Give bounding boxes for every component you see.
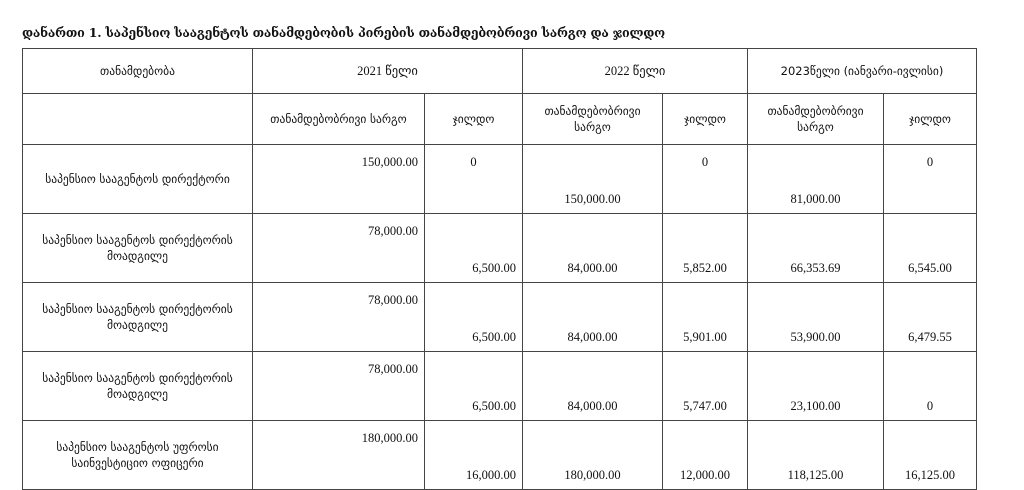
header-year-2022: 2022 წელი — [523, 49, 748, 94]
bonus-2021: 6,500.00 — [425, 214, 523, 283]
salary-2022: 84,000.00 — [523, 214, 663, 283]
salary-2022: 150,000.00 — [523, 145, 663, 214]
salary-2022: 180,000.00 — [523, 421, 663, 490]
bonus-2023: 0 — [884, 352, 977, 421]
row-position: საპენსიო სააგენტოს დირექტორი — [23, 145, 253, 214]
header-salary-2021: თანამდებობრივი სარგო — [253, 94, 425, 145]
bonus-2022: 5,747.00 — [663, 352, 748, 421]
table-caption: დანართი 1. საპენსიო სააგენტოს თანამდებობის პირების თანამდებობრივი სარგო და ჯილდო — [22, 25, 665, 40]
header-bonus-2023: ჯილდო — [884, 94, 977, 145]
salary-2023: 66,353.69 — [748, 214, 884, 283]
bonus-2021: 0 — [425, 145, 523, 214]
bonus-2021: 6,500.00 — [425, 283, 523, 352]
salary-table — [22, 48, 977, 490]
salary-2021: 78,000.00 — [253, 214, 425, 283]
bonus-2023: 6,479.55 — [884, 283, 977, 352]
row-position: საპენსიო სააგენტოს დირექტორის მოადგილე — [23, 214, 253, 283]
salary-2021: 180,000.00 — [253, 421, 425, 490]
salary-2021: 150,000.00 — [253, 145, 425, 214]
bonus-2022: 5,852.00 — [663, 214, 748, 283]
row-position: საპენსიო სააგენტოს უფროსი საინვესტიციო ოფიცერი — [23, 421, 253, 490]
bonus-2021: 16,000.00 — [425, 421, 523, 490]
table-row — [23, 352, 977, 421]
table-row — [23, 214, 977, 283]
bonus-2023: 16,125.00 — [884, 421, 977, 490]
salary-2022: 84,000.00 — [523, 352, 663, 421]
bonus-2022: 12,000.00 — [663, 421, 748, 490]
row-position: საპენსიო სააგენტოს დირექტორის მოადგილე — [23, 352, 253, 421]
bonus-2023: 0 — [884, 145, 977, 214]
table-row — [23, 283, 977, 352]
header-bonus-2022: ჯილდო — [663, 94, 748, 145]
salary-2021: 78,000.00 — [253, 352, 425, 421]
salary-2023: 23,100.00 — [748, 352, 884, 421]
table-row — [23, 145, 977, 214]
bonus-2021: 6,500.00 — [425, 352, 523, 421]
table-row — [23, 421, 977, 490]
bonus-2022: 0 — [663, 145, 748, 214]
salary-2022: 84,000.00 — [523, 283, 663, 352]
header-bonus-2021: ჯილდო — [425, 94, 523, 145]
header-row-subcolumns — [23, 94, 977, 145]
salary-2021: 78,000.00 — [253, 283, 425, 352]
header-empty — [23, 94, 253, 145]
bonus-2023: 6,545.00 — [884, 214, 977, 283]
salary-2023: 81,000.00 — [748, 145, 884, 214]
bonus-2022: 5,901.00 — [663, 283, 748, 352]
header-salary-2023: თანამდებობრივი სარგო — [748, 94, 884, 145]
row-position: საპენსიო სააგენტოს დირექტორის მოადგილე — [23, 283, 253, 352]
header-position: თანამდებობა — [23, 49, 253, 94]
header-salary-2022: თანამდებობრივი სარგო — [523, 94, 663, 145]
header-row-years — [23, 49, 977, 94]
salary-2023: 53,900.00 — [748, 283, 884, 352]
salary-2023: 118,125.00 — [748, 421, 884, 490]
header-year-2023: 2023წელი (იანვარი-ივლისი) — [748, 49, 977, 94]
header-year-2021: 2021 წელი — [253, 49, 523, 94]
